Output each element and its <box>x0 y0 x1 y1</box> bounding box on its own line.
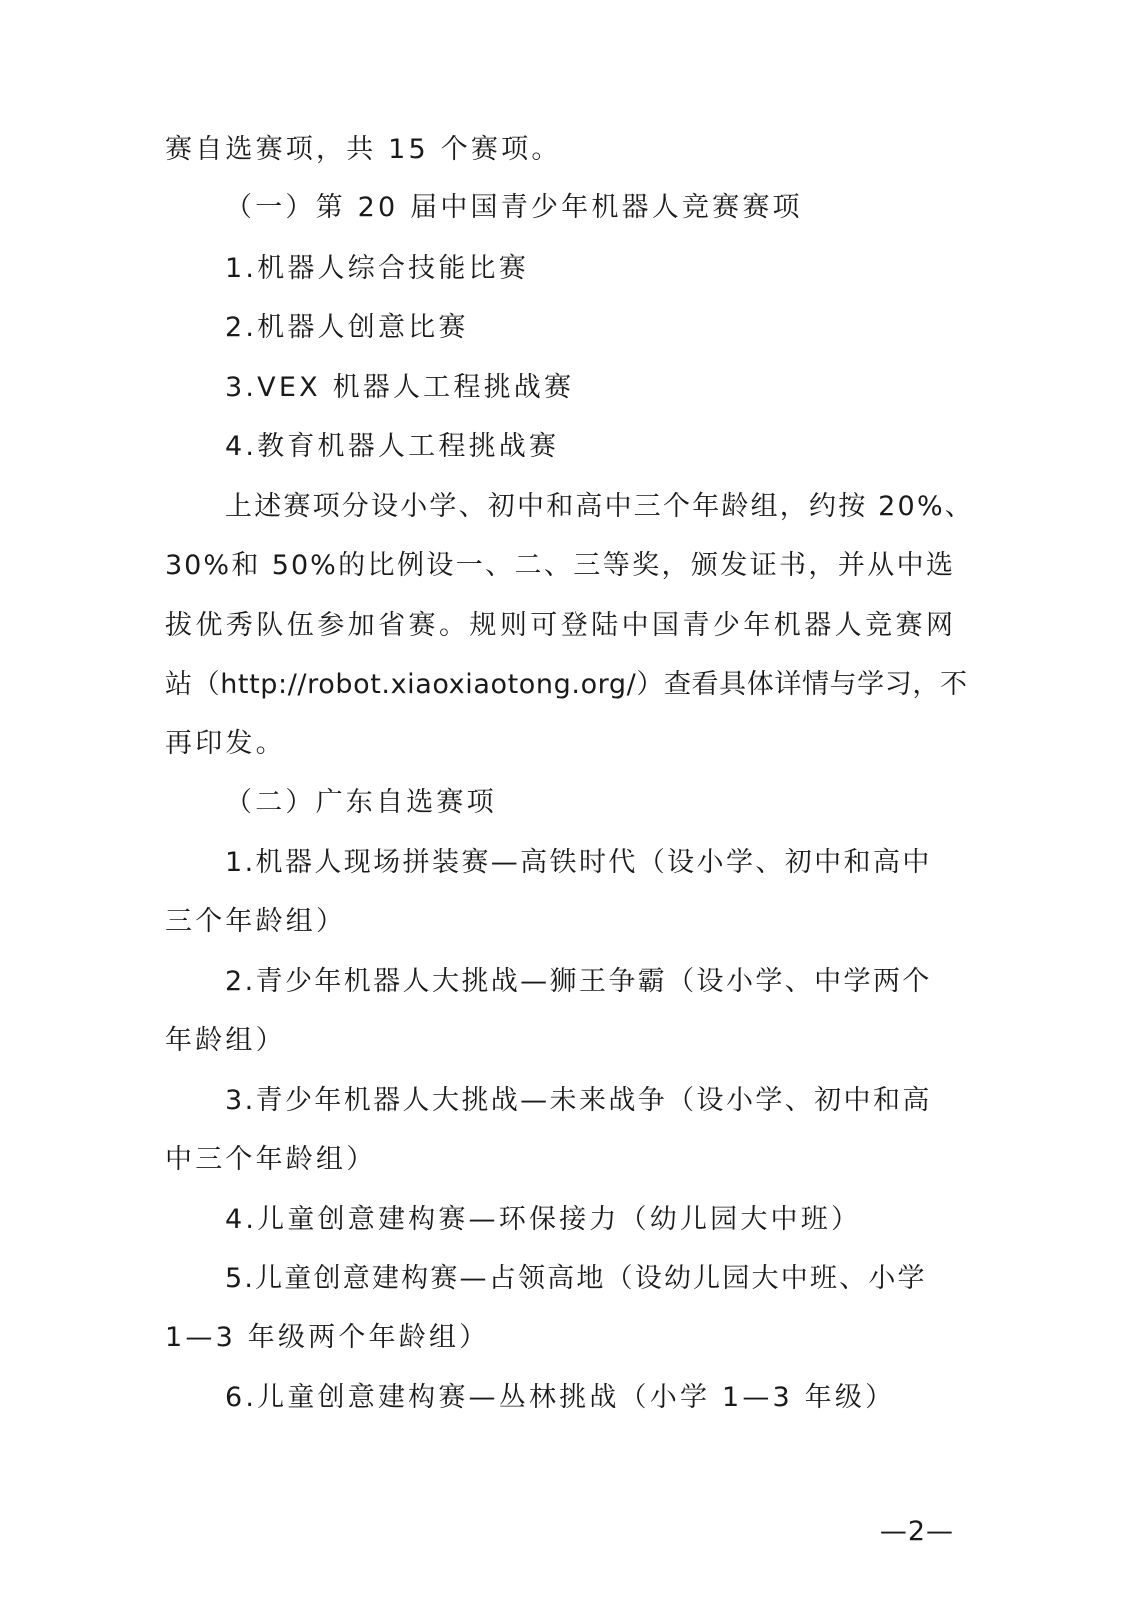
section-heading-2: （二）广东自选赛项 <box>225 787 497 818</box>
list-item-continuation: 年龄组） <box>165 1025 286 1056</box>
paragraph-line-continuation: 赛自选赛项，共 15 个赛项。 <box>165 134 562 165</box>
list-item: 2.机器人创意比赛 <box>225 312 469 343</box>
list-item-continuation: 中三个年龄组） <box>165 1144 377 1175</box>
list-item: 3.青少年机器人大挑战—未来战争（设小学、初中和高 <box>225 1085 932 1116</box>
paragraph-line: 30%和 50%的比例设一、二、三等奖，颁发证书，并从中选 <box>165 550 955 581</box>
paragraph-line: 拔优秀队伍参加省赛。规则可登陆中国青少年机器人竞赛网 <box>165 610 955 641</box>
list-item: 1.机器人综合技能比赛 <box>225 253 529 284</box>
page-number: —2— <box>879 1516 954 1547</box>
list-item: 3.VEX 机器人工程挑战赛 <box>225 372 575 403</box>
section-heading-1: （一）第 20 届中国青少年机器人竞赛赛项 <box>225 192 803 223</box>
paragraph-line: 站（http://robot.xiaoxiaotong.org/）查看具体详情与学习，不 <box>165 669 968 700</box>
paragraph-line: 上述赛项分设小学、初中和高中三个年龄组，约按 20%、 <box>225 491 974 522</box>
list-item: 1.机器人现场拼装赛—高铁时代（设小学、初中和高中 <box>225 847 932 878</box>
list-item-continuation: 三个年龄组） <box>165 906 347 937</box>
list-item: 4.儿童创意建构赛—环保接力（幼儿园大中班） <box>225 1204 862 1235</box>
list-item: 4.教育机器人工程挑战赛 <box>225 431 560 462</box>
paragraph-line: 再印发。 <box>165 728 286 759</box>
list-item: 6.儿童创意建构赛—丛林挑战（小学 1—3 年级） <box>225 1382 896 1413</box>
list-item: 2.青少年机器人大挑战—狮王争霸（设小学、中学两个 <box>225 966 932 997</box>
list-item-continuation: 1—3 年级两个年龄组） <box>165 1322 490 1353</box>
list-item: 5.儿童创意建构赛—占领高地（设幼儿园大中班、小学 <box>225 1263 927 1294</box>
